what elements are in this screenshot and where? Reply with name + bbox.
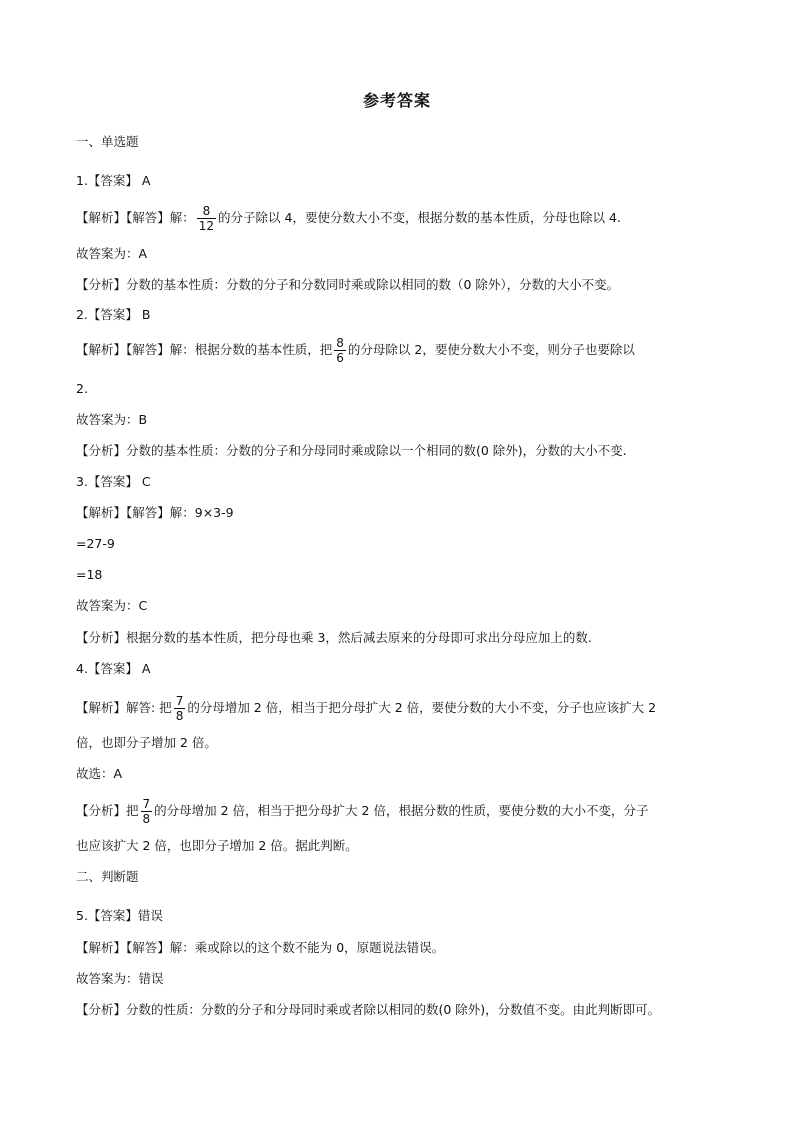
q4-note-continued: 也应该扩大 2 倍，也即分子增加 2 倍。据此判断。 [76, 838, 358, 853]
q1-answer: 1.【答案】 A [76, 173, 151, 188]
q4-note-suffix: 的分母增加 2 倍，相当于把分母扩大 2 倍，根据分数的性质，要使分数的大小不变，分子 [154, 803, 649, 818]
q4-fraction-numerator: 7 [175, 694, 184, 708]
section-heading-single-choice: 一、单选题 [76, 134, 139, 149]
q3-analysis: 【解析】【解答】解：9×3-9 [76, 505, 234, 520]
q2-conclusion: 故答案为：B [76, 412, 148, 427]
q1-note: 【分析】分数的基本性质：分数的分子和分数同时乘或除以相同的数（0 除外），分数的大小不变。 [76, 277, 620, 292]
q3-note: 【分析】根据分数的基本性质，把分母也乘 3，然后减去原来的分母即可求出分母应加上的数. [76, 630, 592, 645]
q1-fraction-denominator: 12 [198, 219, 215, 233]
q4-analysis-continued: 倍，也即分子增加 2 倍。 [76, 735, 217, 750]
q4-note-prefix: 【分析】把 [76, 803, 139, 818]
q1-analysis-suffix: 的分子除以 4，要使分数大小不变，根据分数的基本性质，分母也除以 4. [218, 210, 621, 225]
q2-analysis-prefix: 【解析】【解答】解：根据分数的基本性质，把 [76, 342, 333, 357]
q3-answer: 3.【答案】 C [76, 474, 151, 489]
q4-note-fraction [141, 798, 153, 825]
q2-note: 【分析】分数的基本性质：分数的分子和分母同时乘或除以一个相同的数(0 除外)，分数的大小不变. [76, 443, 627, 458]
q4-analysis-suffix: 的分母增加 2 倍，相当于把分母扩大 2 倍，要使分数的大小不变，分子也应该扩大 2 [187, 700, 657, 715]
q4-note [76, 798, 648, 825]
q1-conclusion: 故答案为：A [76, 246, 148, 261]
q1-fraction [197, 205, 216, 232]
q2-analysis [76, 337, 635, 364]
section-heading-true-false: 二、判断题 [76, 869, 139, 884]
q2-answer: 2.【答案】 B [76, 307, 151, 322]
q3-step-1: =27-9 [76, 536, 115, 551]
q2-analysis-suffix: 的分母除以 2，要使分数大小不变，则分子也要除以 [347, 342, 635, 357]
q3-conclusion: 故答案为：C [76, 598, 148, 613]
q2-fraction [334, 337, 346, 364]
q1-analysis [76, 205, 621, 232]
q3-step-2: =18 [76, 567, 103, 582]
q4-note-fraction-denominator: 8 [142, 812, 151, 826]
q5-answer: 5.【答案】错误 [76, 908, 163, 923]
q2-fraction-numerator: 8 [336, 336, 344, 350]
q4-conclusion: 故选：A [76, 766, 123, 781]
q5-note: 【分析】分数的性质：分数的分子和分母同时乘或者除以相同的数(0 除外)，分数值不变。由此判断即可。 [76, 1002, 661, 1017]
q4-fraction [174, 695, 186, 722]
q4-answer: 4.【答案】 A [76, 661, 151, 676]
q4-analysis [76, 695, 656, 722]
q2-analysis-continued: 2. [76, 381, 88, 396]
q1-analysis-prefix: 【解析】【解答】解： [76, 210, 195, 225]
q4-note-fraction-numerator: 7 [142, 797, 151, 811]
q5-analysis: 【解析】【解答】解：乘或除以的这个数不能为 0，原题说法错误。 [76, 940, 445, 955]
q2-fraction-denominator: 6 [336, 351, 344, 365]
page-title: 参考答案 [362, 91, 431, 110]
q5-conclusion: 故答案为：错误 [76, 971, 164, 986]
q1-fraction-numerator: 8 [197, 205, 216, 219]
q4-fraction-denominator: 8 [175, 709, 184, 723]
q4-analysis-prefix: 【解析】解答: 把 [76, 700, 172, 715]
